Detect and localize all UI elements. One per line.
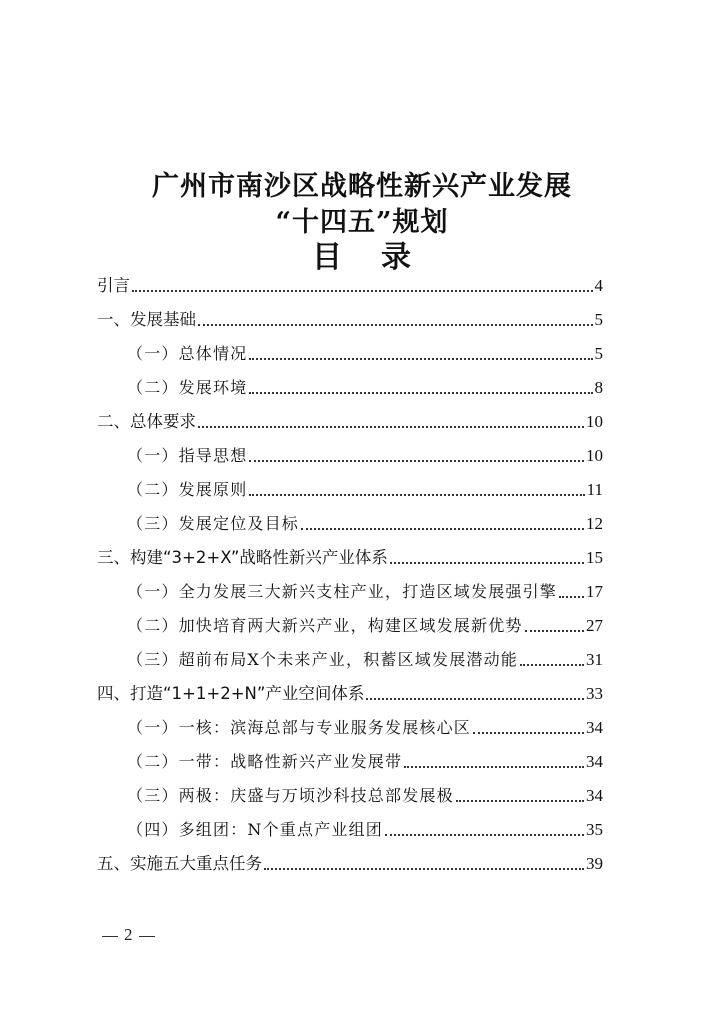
document-title-line2: “十四五”规划 xyxy=(275,207,449,238)
toc-leader-dots xyxy=(520,664,584,666)
toc-leader-dots xyxy=(559,596,584,598)
toc-leader-dots xyxy=(249,460,584,462)
toc-leader-dots xyxy=(249,392,592,394)
toc-entry-label: （二）一带：战略性新兴产业发展带 xyxy=(127,752,403,771)
toc-entry-page: 31 xyxy=(586,650,603,669)
toc-entry-page: 10 xyxy=(586,412,603,431)
footer-dash-left xyxy=(102,936,118,937)
toc-entry-page: 33 xyxy=(586,684,603,703)
toc-entry-label: （二）发展环境 xyxy=(127,378,248,397)
toc-leader-dots xyxy=(390,562,584,564)
toc-leader-dots xyxy=(249,358,592,360)
toc-entry-page: 34 xyxy=(586,718,603,737)
toc-entry-page: 11 xyxy=(586,480,603,499)
toc-leader-dots xyxy=(404,766,584,768)
toc-entry[interactable] xyxy=(97,542,603,568)
toc-entry-label: （二）发展原则 xyxy=(127,480,248,499)
toc-entry[interactable] xyxy=(97,644,603,670)
toc-entry[interactable] xyxy=(97,372,603,398)
toc-entry-label: （三）两极：庆盛与万顷沙科技总部发展极 xyxy=(127,786,454,805)
toc-entry-page: 8 xyxy=(594,378,603,397)
toc-entry-page: 5 xyxy=(594,310,603,329)
toc-entry-label: 二、总体要求 xyxy=(97,412,196,431)
toc-leader-dots xyxy=(525,630,584,632)
toc-entry[interactable] xyxy=(97,814,603,840)
toc-entry-page: 15 xyxy=(586,548,603,567)
page-footer xyxy=(96,925,161,945)
toc-leader-dots xyxy=(198,324,593,326)
toc-entry-page: 34 xyxy=(586,786,603,805)
toc-entry[interactable] xyxy=(97,712,603,738)
toc-heading-char-1: 目 xyxy=(312,240,343,275)
toc-entry-page: 17 xyxy=(586,582,603,601)
toc-leader-dots xyxy=(301,528,584,530)
toc-entry-label: （一）全力发展三大新兴支柱产业，打造区域发展强引擎 xyxy=(127,582,558,601)
toc-entry[interactable] xyxy=(97,848,603,874)
toc-entry-label: （一）指导思想 xyxy=(127,446,248,465)
toc-entry-page: 39 xyxy=(586,854,603,873)
toc-entry[interactable] xyxy=(97,508,603,534)
toc-entry-label: 三、构建“3+2+X”战略性新兴产业体系 xyxy=(97,548,388,567)
footer-dash-right xyxy=(139,936,155,937)
toc-entry-page: 5 xyxy=(594,344,603,363)
toc-entry-label: （二）加快培育两大新兴产业，构建区域发展新优势 xyxy=(127,616,523,635)
document-title-line1: 广州市南沙区战略性新兴产业发展 xyxy=(152,171,572,202)
toc-entry[interactable] xyxy=(97,338,603,364)
toc-leader-dots xyxy=(385,834,584,836)
toc-entry-page: 27 xyxy=(586,616,603,635)
toc-leader-dots xyxy=(198,426,584,428)
toc-entry-label: 四、打造“1+1+2+N”产业空间体系 xyxy=(97,684,365,703)
toc-entry-page: 34 xyxy=(586,752,603,771)
toc-entry-page: 12 xyxy=(586,514,603,533)
toc-entry-label: （一）一核：滨海总部与专业服务发展核心区 xyxy=(127,718,472,737)
toc-entry-page: 4 xyxy=(594,276,603,295)
toc-entry-label: （三）发展定位及目标 xyxy=(127,514,300,533)
toc-entry-label: 引言 xyxy=(97,276,130,295)
toc-entry[interactable] xyxy=(97,440,603,466)
toc-entry-label: 五、实施五大重点任务 xyxy=(97,854,262,873)
toc-entry-page: 35 xyxy=(586,820,603,839)
toc-heading-char-2: 录 xyxy=(381,240,412,275)
toc-leader-dots xyxy=(366,698,584,700)
toc-entry-label: （三）超前布局X个未来产业，积蓄区域发展潜动能 xyxy=(127,650,518,669)
toc-entry[interactable] xyxy=(97,270,603,296)
toc-leader-dots xyxy=(249,494,584,496)
toc-leader-dots xyxy=(132,290,593,292)
toc-entry[interactable] xyxy=(97,576,603,602)
toc-entry[interactable] xyxy=(97,474,603,500)
toc-entry-label: （一）总体情况 xyxy=(127,344,248,363)
toc-entry[interactable] xyxy=(97,304,603,330)
toc-entry[interactable] xyxy=(97,746,603,772)
toc-entry-page: 10 xyxy=(586,446,603,465)
toc-entry-label: （四）多组团：N个重点产业组团 xyxy=(127,820,384,839)
toc-entry[interactable] xyxy=(97,678,603,704)
toc-entry[interactable] xyxy=(97,406,603,432)
toc-leader-dots xyxy=(456,800,584,802)
toc-leader-dots xyxy=(473,732,584,734)
toc-leader-dots xyxy=(264,868,584,870)
toc-entry-label: 一、发展基础 xyxy=(97,310,196,329)
toc-entry[interactable] xyxy=(97,610,603,636)
footer-page-number: 2 xyxy=(124,925,133,944)
toc-entry[interactable] xyxy=(97,780,603,806)
